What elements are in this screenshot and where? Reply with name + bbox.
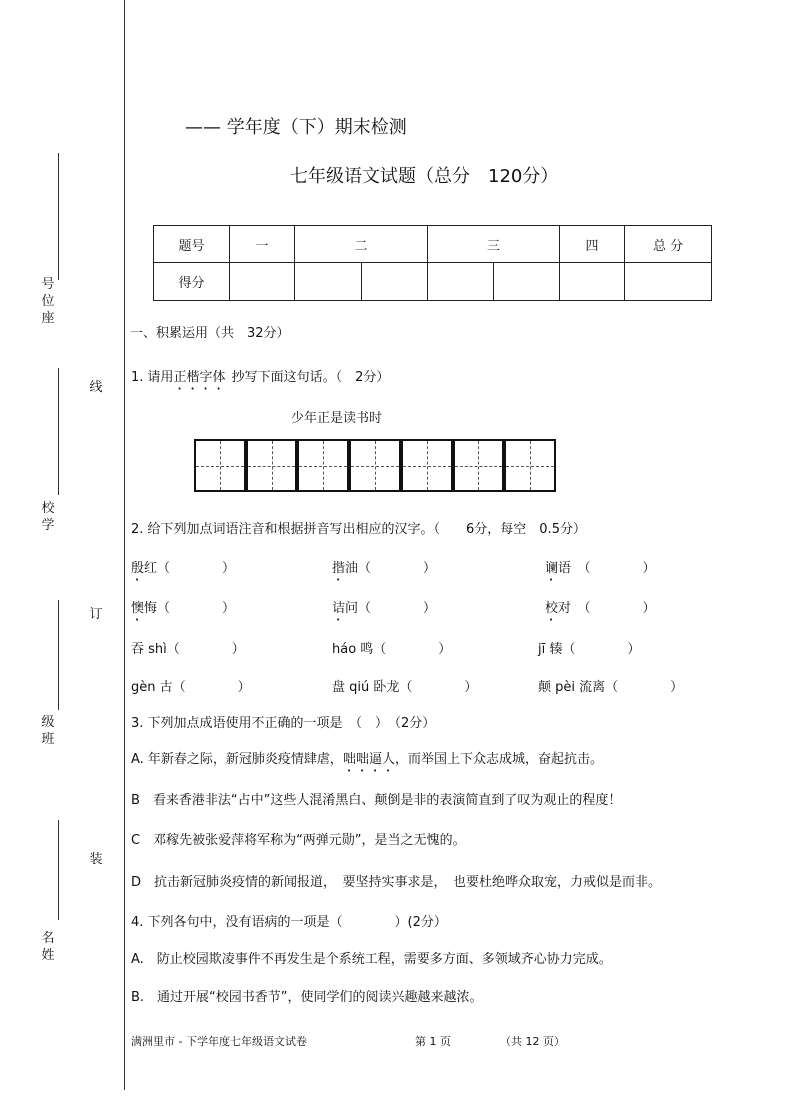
binding-segment-2 (58, 368, 59, 495)
exam-title: —— 学年度（下）期末检测 (185, 117, 407, 138)
score-cell[interactable] (295, 263, 362, 301)
binding-line-outer (124, 0, 125, 1090)
score-cell[interactable] (428, 263, 494, 301)
score-cell[interactable] (494, 263, 560, 301)
q1-prefix: 1. 请用 (131, 370, 174, 385)
writing-grid[interactable] (194, 439, 556, 492)
writing-cell[interactable] (506, 441, 554, 490)
score-header-label: 题号 (154, 226, 230, 263)
writing-cell[interactable] (351, 441, 403, 490)
section-heading: 一、积累运用（共 32分） (130, 326, 290, 341)
binding-char-xian: 线 (89, 380, 103, 395)
binding-segment-1 (58, 153, 59, 280)
q4-option-b: B. 通过开展“校园书香节”，使同学们的阅读兴趣越来越浓。 (131, 990, 483, 1005)
q3-option-a: A. 年新春之际，新冠肺炎疫情肆虐，咄咄逼人，而举国上下众志成城，奋起抗击。 (131, 752, 603, 767)
school-label: 校学 (41, 501, 55, 533)
q4-option-a: A. 防止校园欺凌事件不再发生是个系统工程，需要多方面、多领域齐心协力完成。 (131, 952, 612, 967)
score-row-label: 得分 (154, 263, 230, 301)
q1-suffix: 抄写下面这句话。（ 2分） (231, 370, 390, 385)
q2-item: 揩油（ ） (332, 561, 437, 576)
binding-char-zhuang: 装 (89, 852, 103, 867)
footer-total-pages: （共 12 页） (500, 1035, 565, 1048)
score-header-q1: 一 (230, 226, 295, 263)
q2-item: háo 鸣（ ） (332, 642, 452, 657)
q2-item: 盘 qiú 卧龙（ ） (332, 680, 478, 695)
binding-segment-4 (58, 820, 59, 920)
exam-subtitle: 七年级语文试题（总分 120分） (290, 166, 559, 187)
score-cell[interactable] (560, 263, 625, 301)
name-label: 名姓 (41, 931, 55, 963)
q2-item: 颠 pèi 流离（ ） (538, 680, 684, 695)
question-3-stem: 3. 下列加点成语使用不正确的一项是 （ ） （2分） (131, 716, 436, 731)
score-table (153, 225, 712, 301)
writing-cell[interactable] (299, 441, 351, 490)
score-header-q4: 四 (560, 226, 625, 263)
writing-cell[interactable] (403, 441, 455, 490)
q1-emphasis: 正楷字体 (173, 370, 226, 385)
score-header-q3: 三 (428, 226, 560, 263)
seat-number-label: 号位座 (41, 277, 55, 326)
q2-item: 懊悔（ ） (131, 601, 236, 616)
q2-item: 殷红（ ） (131, 561, 236, 576)
score-header-q2: 二 (295, 226, 428, 263)
q3-option-b: B 看来香港非法“占中”这些人混淆黑白、颠倒是非的表演简直到了叹为观止的程度！ (131, 793, 622, 808)
q3-option-d: D 抗击新冠肺炎疫情的新闻报道， 要坚持实事求是， 也要杜绝哗众取宠，力戒似是而非。 (131, 875, 662, 890)
q3-option-c: C 邓稼先被张爱萍将军称为“两弹元勋”，是当之无愧的。 (131, 833, 466, 848)
footer-page: 第 1 页 (415, 1035, 451, 1048)
score-cell[interactable] (625, 263, 712, 301)
footer-title: 满洲里市 - 下学年度七年级语文试卷 (131, 1035, 307, 1048)
class-label: 级班 (41, 715, 55, 747)
question-4-stem: 4. 下列各句中，没有语病的一项是（ ）(2分） (131, 915, 447, 930)
q2-item: gèn 古（ ） (131, 680, 251, 695)
binding-segment-3 (58, 600, 59, 710)
writing-cell[interactable] (196, 441, 248, 490)
question-1 (131, 366, 389, 393)
writing-cell[interactable] (455, 441, 507, 490)
score-header-total: 总 分 (625, 226, 712, 263)
writing-cell[interactable] (248, 441, 300, 490)
q2-item: 校对 （ ） (545, 601, 656, 616)
binding-char-ding: 订 (89, 607, 103, 622)
q2-item: jī 辏（ ） (538, 642, 641, 657)
q2-item: 诘问（ ） (332, 601, 437, 616)
score-cell[interactable] (230, 263, 295, 301)
copy-sentence: 少年正是读书时 (291, 411, 383, 426)
q2-item: 谰语 （ ） (545, 561, 656, 576)
q2-item: 吞 shì（ ） (131, 642, 245, 657)
score-cell[interactable] (362, 263, 428, 301)
question-2-stem: 2. 给下列加点词语注音和根据拼音写出相应的汉字。（ 6分，每空 0.5分） (131, 522, 586, 537)
